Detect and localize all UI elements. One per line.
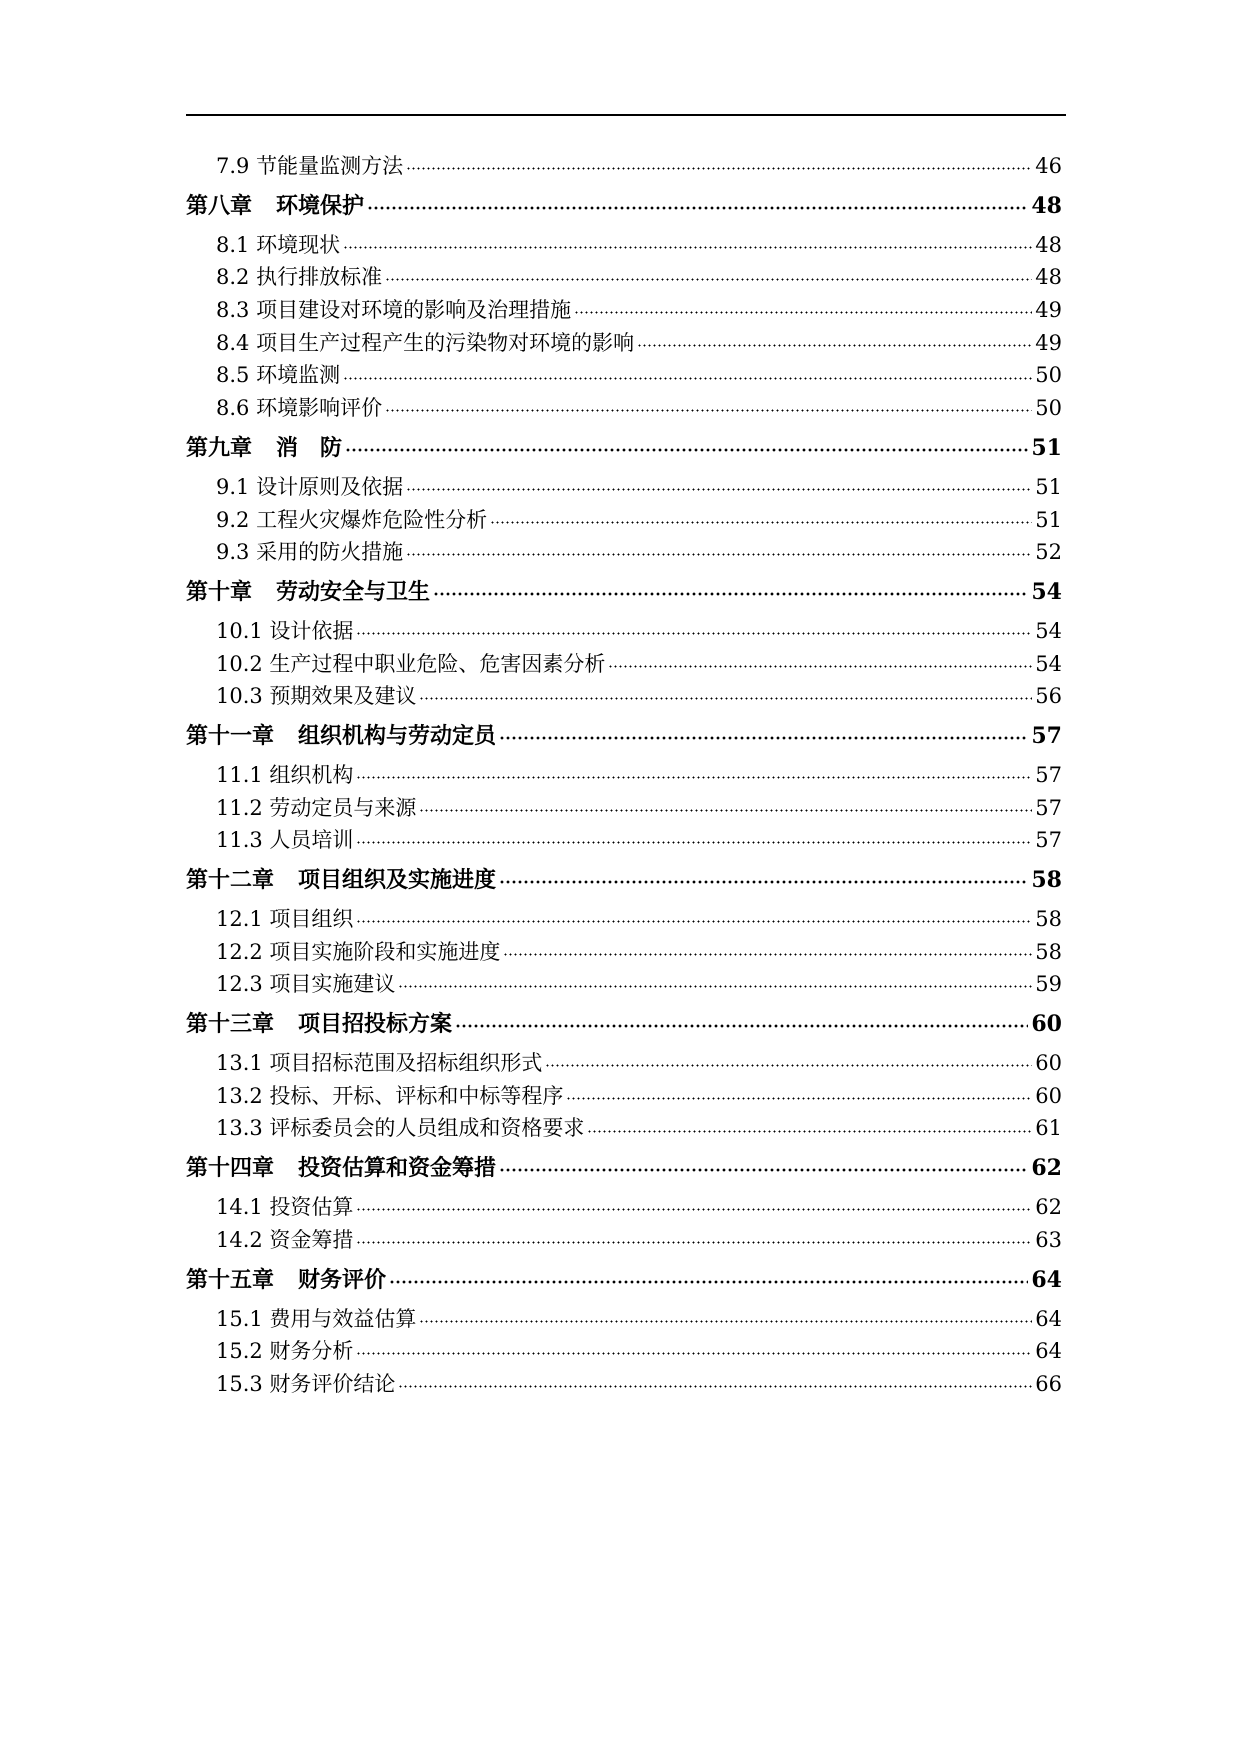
toc-page-number: 51: [1035, 474, 1062, 499]
toc-dot-leader: [455, 1009, 1028, 1031]
toc-chapter-entry[interactable]: [186, 714, 1062, 758]
toc-section-entry[interactable]: [186, 968, 1062, 1001]
toc-page-number: 62: [1031, 1155, 1062, 1182]
toc-chapter-title: [186, 184, 364, 228]
toc-page-number: 66: [1035, 1371, 1062, 1396]
toc-section-title: 12.1 项目组织: [216, 907, 354, 931]
toc-dot-leader: [587, 1114, 1032, 1135]
toc-dot-leader: [356, 826, 1032, 847]
toc-chapter-label: 第九章: [186, 434, 253, 461]
toc-dot-leader: [398, 970, 1032, 991]
toc-section-entry[interactable]: [186, 504, 1062, 537]
toc-section-title: 14.1 投资估算: [216, 1195, 354, 1220]
toc-section-entry[interactable]: [186, 1112, 1062, 1145]
toc-section-title: 8.2 执行排放标准: [216, 265, 383, 290]
toc-section-title: 13.1 项目招标范围及招标组织形式: [216, 1051, 543, 1076]
toc-chapter-entry[interactable]: [186, 570, 1062, 614]
toc-section-title: 12.2 项目实施阶段和实施进度: [216, 939, 501, 964]
toc-section-title: 9.1 设计原则及依据: [216, 474, 404, 499]
toc-dot-leader: [499, 721, 1028, 743]
toc-section-title: 7.9 节能量监测方法: [216, 154, 404, 178]
toc-chapter-name: 项目招投标方案: [298, 1011, 453, 1038]
toc-dot-leader: [356, 617, 1032, 638]
toc-chapter-name: 项目组织及实施进度: [298, 867, 497, 893]
toc-dot-leader: [406, 473, 1032, 494]
toc-dot-leader: [499, 865, 1028, 887]
toc-page-number: 49: [1035, 298, 1062, 323]
toc-section-entry[interactable]: [186, 615, 1062, 648]
toc-section-entry[interactable]: [186, 1335, 1062, 1368]
toc-page-number: 58: [1035, 907, 1062, 931]
toc-chapter-title: [186, 426, 342, 470]
toc-section-entry[interactable]: [186, 903, 1062, 936]
toc-chapter-entry[interactable]: [186, 184, 1062, 228]
toc-page-number: 48: [1031, 192, 1062, 219]
toc-section-entry[interactable]: [186, 1047, 1062, 1080]
toc-chapter-entry[interactable]: [186, 858, 1062, 902]
toc-section-entry[interactable]: [186, 1224, 1062, 1257]
toc-page-number: 64: [1035, 1339, 1062, 1364]
toc-page-number: 61: [1035, 1116, 1062, 1141]
toc-page-number: 64: [1031, 1266, 1062, 1293]
toc-dot-leader: [419, 1305, 1032, 1326]
toc-chapter-label: 第十四章: [186, 1155, 275, 1182]
toc-section-title: 10.1 设计依据: [216, 618, 354, 643]
toc-section-entry[interactable]: [186, 392, 1062, 425]
toc-dot-leader: [398, 1370, 1032, 1391]
toc-section-entry[interactable]: [186, 1303, 1062, 1336]
toc-chapter-name: 劳动安全与卫生: [276, 578, 431, 605]
toc-section-title: 15.3 财务评价结论: [216, 1371, 396, 1396]
toc-section-title: 13.2 投标、开标、评标和中标等程序: [216, 1083, 564, 1108]
toc-dot-leader: [356, 1226, 1032, 1247]
toc-section-title: 11.3 人员培训: [216, 828, 354, 853]
toc-page-number: 54: [1035, 651, 1062, 676]
toc-dot-leader: [356, 1337, 1032, 1358]
toc-chapter-label: 第十章: [186, 578, 253, 605]
toc-chapter-label: 第八章: [186, 192, 253, 219]
toc-page-number: 46: [1035, 154, 1062, 178]
toc-chapter-title: [186, 1146, 496, 1190]
toc-chapter-entry[interactable]: [186, 1146, 1062, 1190]
toc-section-title: 8.3 项目建设对环境的影响及治理措施: [216, 298, 572, 323]
toc-chapter-title: [186, 1002, 452, 1046]
toc-section-title: 13.3 评标委员会的人员组成和资格要求: [216, 1116, 585, 1141]
toc-page-number: 56: [1035, 684, 1062, 709]
toc-section-entry[interactable]: [186, 936, 1062, 969]
toc-section-title: 11.1 组织机构: [216, 762, 354, 787]
toc-section-title: 15.1 费用与效益估算: [216, 1306, 417, 1331]
toc-chapter-entry[interactable]: [186, 426, 1062, 470]
table-of-contents: [186, 150, 1062, 1401]
toc-section-title: 11.2 劳动定员与来源: [216, 795, 417, 820]
toc-dot-leader: [419, 682, 1032, 703]
toc-page-number: 50: [1035, 363, 1062, 388]
toc-page-number: 52: [1035, 540, 1062, 565]
toc-page-number: 54: [1035, 618, 1062, 643]
toc-section-entry[interactable]: [186, 261, 1062, 294]
toc-dot-leader: [406, 152, 1032, 173]
toc-section-title: 8.5 环境监测: [216, 363, 341, 388]
toc-section-entry[interactable]: [186, 792, 1062, 825]
toc-dot-leader: [545, 1049, 1032, 1070]
toc-chapter-entry[interactable]: [186, 1258, 1062, 1302]
toc-section-entry[interactable]: [186, 648, 1062, 681]
toc-chapter-entry[interactable]: [186, 1002, 1062, 1046]
toc-chapter-title: [186, 714, 496, 758]
toc-page-number: 60: [1035, 1083, 1062, 1108]
toc-section-title: 12.3 项目实施建议: [216, 972, 396, 997]
toc-page-number: 59: [1035, 972, 1062, 997]
toc-chapter-label: 第十二章: [186, 867, 275, 893]
toc-page-number: 50: [1035, 396, 1062, 421]
toc-dot-leader: [356, 1193, 1032, 1214]
toc-dot-leader: [385, 263, 1032, 284]
toc-page-number: 51: [1031, 434, 1062, 461]
toc-section-title: 10.3 预期效果及建议: [216, 684, 417, 709]
toc-section-entry[interactable]: [186, 759, 1062, 792]
toc-page-number: 49: [1035, 330, 1062, 355]
toc-page-number: 57: [1035, 828, 1062, 853]
toc-page-number: 51: [1035, 507, 1062, 532]
toc-dot-leader: [389, 1265, 1028, 1287]
toc-section-entry[interactable]: [186, 471, 1062, 504]
toc-page-number: 63: [1035, 1227, 1062, 1252]
toc-section-title: 15.2 财务分析: [216, 1339, 354, 1364]
header-rule: [186, 114, 1066, 116]
toc-section-entry[interactable]: [186, 824, 1062, 857]
toc-section-entry[interactable]: [186, 1191, 1062, 1224]
toc-page-number: 58: [1031, 867, 1062, 893]
toc-dot-leader: [385, 394, 1032, 415]
toc-page-number: 64: [1035, 1306, 1062, 1331]
toc-page-number: 58: [1035, 939, 1062, 964]
toc-section-entry[interactable]: [186, 229, 1062, 262]
toc-dot-leader: [343, 231, 1032, 252]
toc-dot-leader: [608, 650, 1032, 671]
toc-section-title: 9.2 工程火灾爆炸危险性分析: [216, 507, 488, 532]
toc-chapter-label: 第十一章: [186, 722, 275, 749]
toc-page-number: 62: [1035, 1195, 1062, 1220]
toc-page-number: 60: [1031, 1011, 1062, 1038]
toc-chapter-name: 组织机构与劳动定员: [298, 722, 497, 749]
toc-chapter-name: 消 防: [276, 434, 343, 461]
toc-dot-leader: [419, 794, 1032, 815]
toc-chapter-label: 第十五章: [186, 1266, 275, 1293]
toc-page-number: 54: [1031, 578, 1062, 605]
toc-dot-leader: [356, 761, 1032, 782]
toc-page-number: 60: [1035, 1051, 1062, 1076]
toc-page-number: 48: [1035, 232, 1062, 257]
toc-section-title: 8.6 环境影响评价: [216, 396, 383, 421]
toc-section-entry[interactable]: [186, 359, 1062, 392]
toc-chapter-title: [186, 1258, 386, 1302]
toc-section-entry[interactable]: [186, 1080, 1062, 1113]
toc-dot-leader: [566, 1082, 1032, 1103]
toc-section-entry[interactable]: [186, 294, 1062, 327]
toc-chapter-title: [186, 570, 430, 614]
toc-section-entry[interactable]: [186, 327, 1062, 360]
toc-section-title: 8.4 项目生产过程产生的污染物对环境的影响: [216, 330, 635, 355]
toc-chapter-name: 投资估算和资金筹措: [298, 1155, 497, 1182]
toc-dot-leader: [490, 506, 1032, 527]
toc-chapter-title: [186, 858, 496, 902]
toc-page-number: 57: [1035, 762, 1062, 787]
toc-dot-leader: [406, 538, 1032, 559]
toc-page-number: 48: [1035, 265, 1062, 290]
toc-dot-leader: [499, 1153, 1028, 1175]
toc-dot-leader: [503, 938, 1032, 959]
toc-section-title: 8.1 环境现状: [216, 232, 341, 257]
toc-section-title: 10.2 生产过程中职业危险、危害因素分析: [216, 651, 606, 676]
toc-chapter-name: 环境保护: [276, 192, 365, 219]
toc-dot-leader: [637, 329, 1032, 350]
toc-dot-leader: [574, 296, 1032, 317]
toc-page-number: 57: [1035, 795, 1062, 820]
toc-page-number: 57: [1031, 722, 1062, 749]
toc-section-entry[interactable]: [186, 536, 1062, 569]
toc-dot-leader: [345, 433, 1028, 455]
toc-section-entry[interactable]: [186, 680, 1062, 713]
toc-chapter-name: 财务评价: [298, 1266, 387, 1293]
toc-section-title: 14.2 资金筹措: [216, 1227, 354, 1252]
toc-dot-leader: [433, 577, 1028, 599]
toc-dot-leader: [356, 905, 1032, 926]
toc-dot-leader: [343, 361, 1032, 382]
toc-section-entry[interactable]: [186, 1368, 1062, 1401]
toc-section-title: 9.3 采用的防火措施: [216, 540, 404, 565]
toc-section-entry[interactable]: [186, 150, 1062, 183]
toc-chapter-label: 第十三章: [186, 1011, 275, 1038]
toc-dot-leader: [367, 191, 1028, 213]
